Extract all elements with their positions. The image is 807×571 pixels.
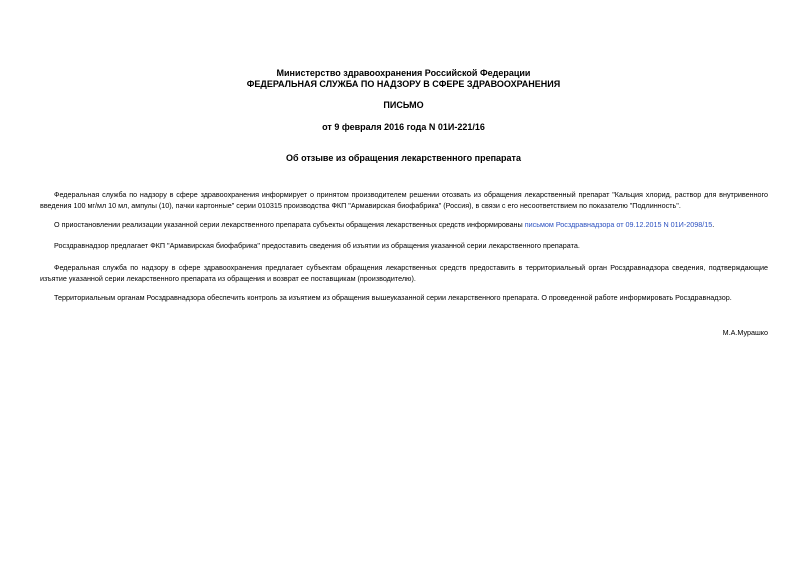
signature-name: М.А.Мурашко xyxy=(722,328,768,337)
paragraph-recall-notice: Федеральная служба по надзору в сфере здравоохранения информирует о принятом производителем решении отозвать из обращения лекарственный препарат "Кальция хлорид, раствор для внутривенного введения 100 мг/мл 10 мл, ампулы (10), пачки картонные" серии 010315 производства ФКП "Армавирская биофабрика" (Россия), в связи с его несоответствием по показателю "Подлинность". xyxy=(40,190,768,210)
paragraph-suspension-text: О приостановлении реализации указанной серии лекарственного препарата субъекты обращения лекарственных средств информированы xyxy=(54,220,525,230)
paragraph-territorial-control: Территориальным органам Росздравнадзора обеспечить контроль за изъятием из обращения вышеуказанной серии лекарственного препарата. О проведенной работе информировать Росздравнадзор. xyxy=(54,293,732,303)
service-title: ФЕДЕРАЛЬНАЯ СЛУЖБА ПО НАДЗОРУ В СФЕРЕ ЗДРАВООХРАНЕНИЯ xyxy=(246,79,561,89)
paragraph-subjects-request: Федеральная служба по надзору в сфере здравоохранения предлагает субъектам обращения лекарственных средств предоставить в территориальный орган Росздравнадзора сведения, подтверждающие изъятие указанной серии лекарственного препарата из обращения и возврат ее поставщикам (производителю). xyxy=(40,263,768,283)
paragraph-suspension-end: . xyxy=(712,220,715,230)
document-type: ПИСЬМО xyxy=(383,100,424,110)
paragraph-suspension-notice xyxy=(40,220,768,231)
letter-reference-link[interactable]: письмом Росздравнадзора от 09.12.2015 N 01И-2098/15 xyxy=(524,220,713,230)
ministry-title: Министерство здравоохранения Российской Федерации xyxy=(276,68,531,78)
paragraph-manufacturer-request: Росздравнадзор предлагает ФКП "Армавирская биофабрика" предоставить сведения об изъятии из обращения указанной серии лекарственного препарата. xyxy=(54,241,580,251)
document-subject: Об отзыве из обращения лекарственного препарата xyxy=(286,153,521,163)
document-date-number: от 9 февраля 2016 года N 01И-221/16 xyxy=(322,122,485,132)
